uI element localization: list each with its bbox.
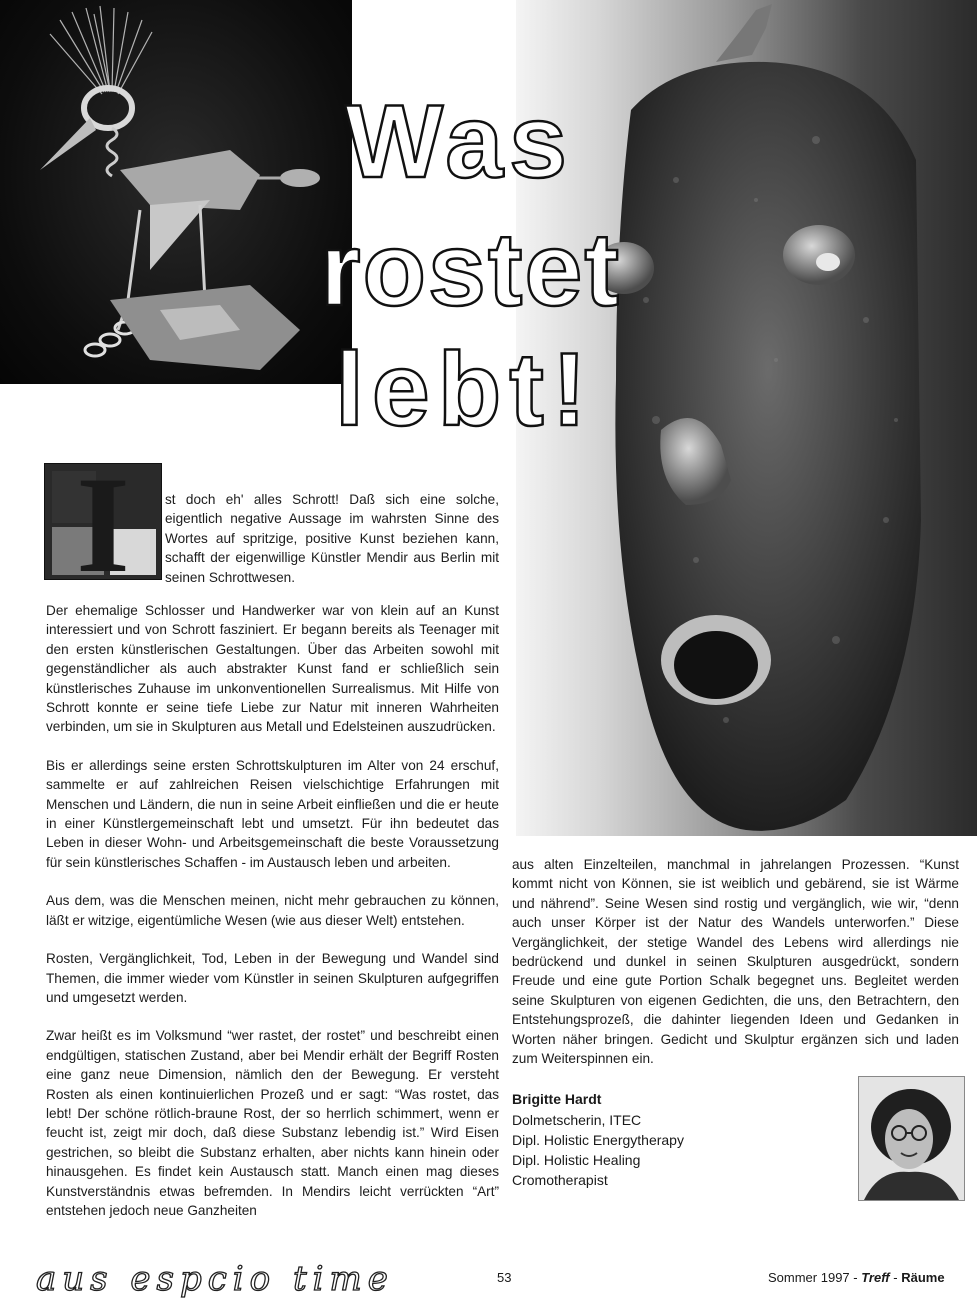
footer-separator: - [889,1270,902,1285]
page-number: 53 [497,1270,512,1285]
footer-separator: - [849,1270,862,1285]
headline-line-2: rostet [320,212,621,328]
author-credential: Dipl. Holistic Healing [512,1152,641,1168]
issue-date: Sommer 1997 [768,1270,850,1285]
author-name: Brigitte Hardt [512,1091,602,1107]
author-credential: Dipl. Holistic Energytherapy [512,1132,684,1148]
right-column-paragraph: aus alten Einzelteilen, manchmal in jahrelangen Prozessen. “Kunst kommt nicht von Können, sie ist weiblich und gebärend, sie ist Wärme und nährend”. Seine Wesen sind rostig und vergänglich, wie wir, “denn auch unser Körper ist der Natur des Wandels unterworfen.” Diese Vergänglichkeit, der stetige Wandel des Lebens wird allerdings nie bedrückend und dunkel in seinen Skulpturen ausgedrückt, sondern Freude und eine gute Portion Schalk begegnet uns. Begleitet werden seine Skulpturen von eigenen Gedichten, die uns, den Betrachtern, den Entstehungsprozeß, die dahinter liegenden Ideen und Gedanken in Worten näher bringen. Gedicht und Skulptur ergänzen sich und laden zum Weiterspinnen ein. [512,857,959,1067]
drop-cap-letter: I [76,463,130,580]
headline-line-1: Was [345,84,573,200]
footer-issue-line [768,1270,945,1285]
headline-line-3: lebt! [335,332,595,448]
handwritten-note [30,1248,390,1308]
intro-paragraph: st doch eh' alles Schrott! Daß sich eine solche, eigentlich negative Aussage im wahrsten Sinne des Wortes auf spritzige, positive Kunst beziehen kann, schafft der eigenwillige Künstler Mendir aus Berlin mit seinen Schrottwesen. [165,492,499,585]
body-paragraph: Aus dem, was die Menschen meinen, nicht mehr gebrauchen zu können, läßt er witzige, eigentümliche Wesen (wie aus dieser Welt) entstehen. [46,893,499,928]
author-block [512,1089,832,1190]
section-name: Räume [901,1270,945,1285]
body-paragraph: Der ehemalige Schlosser und Handwerker war von klein auf an Kunst interessiert und von Schrott fasziniert. Er begann bereits als Teenager mit den ersten künstlerischen Gestaltungen. Über das Arbeiten sowohl mit gegenständlicher als auch abstrakter Kunst fand er schließlich sein künstlerisches Zuhause im unkonventionellen Surrealismus. Mit Hilfe von Schrott konnte er seine tiefe Liebe zur Natur mit inneren Wahrheiten verbinden, um sie in Skulpturen aus Metall und Edelsteinen auszudrücken. [46,603,499,735]
author-credential: Cromotherapist [512,1172,608,1188]
left-column [46,601,499,1239]
body-paragraph: Rosten, Vergänglichkeit, Tod, Leben in der Bewegung und Wandel sind Themen, die immer wieder vom Künstler in seinen Skulpturen aufgegriffen und umgesetzt werden. [46,951,499,1005]
magazine-name: Treff [861,1270,890,1285]
body-paragraph: Zwar heißt es im Volksmund “wer rastet, der rostet” und beschreibt einen endgültigen, statischen Zustand, aber bei Mendir erhält der Begriff Rosten eine ganz neue Dimension, nämlich den der Bewegung. Er versteht Rosten als einen kontinuierlichen Prozeß und er sagt: “Was rostet, das lebt! Der schöne rötlich-braune Rost, der so herrlich schimmert, wenn er feucht ist, zeigt mir doch, daß diese Substanz lebendig ist.” Wird Eisen gestrichen, so bleibt die Substanz erhalten, aber nichts kann hinein oder hinausgehen. Es findet kein Austausch statt. Manch einen mag dieses Kunstverständnis etwas befremden. In Mendirs leicht verrückten “Art” entstehen jedoch neue Ganzheiten [46,1028,499,1218]
drop-cap [44,463,162,580]
headline [300,70,621,448]
author-portrait [858,1076,965,1201]
handwritten-note-text: aus espcio time [36,1259,390,1299]
author-credential: Dolmetscherin, ITEC [512,1112,642,1128]
body-paragraph: Bis er allerdings seine ersten Schrottskulpturen im Alter von 24 erschuf, sammelte er auf zahlreichen Reisen vielschichtige Erfahrungen mit Menschen und Ländern, die nun in seine Arbeit einfließen und die er heute in einer Künstlergemeinschaft lebt und umsetzt. Für ihn bedeutet das Leben in dieser Wohn- und Arbeitsgemeinschaft die beste Voraussetzung für sein künstlerisches Schaffen - im Austausch leben und arbeiten. [46,757,499,870]
